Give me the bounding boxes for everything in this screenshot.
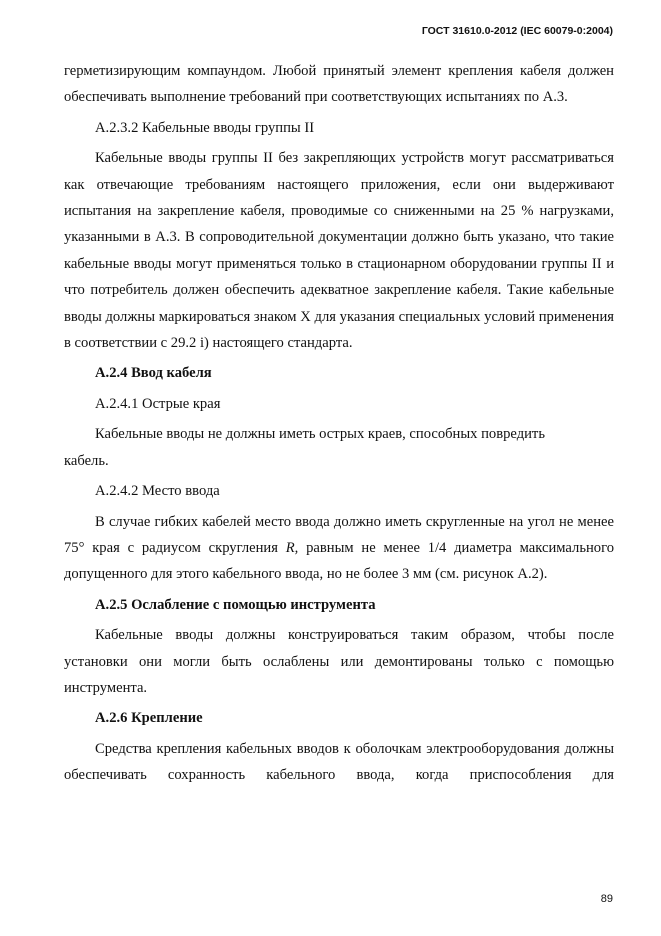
- radius-symbol: R,: [285, 539, 299, 556]
- entry-point-text-b: равным не менее 1/4 диаметра максимального допущенного для этого кабельного ввода, но не более 3 мм (см. рисунок А.2).: [64, 539, 615, 583]
- subsection-title-a242: А.2.4.2 Место ввода: [95, 483, 220, 500]
- section-heading-a25: А.2.5 Ослабление с помощью инструмента: [95, 596, 376, 613]
- paragraph-sharp-edges-line2: кабель.: [64, 452, 109, 469]
- page-number: 89: [600, 893, 613, 905]
- paragraph-entry-point: [64, 509, 614, 588]
- paragraph-continuation: герметизирующим компаундом. Любой принятый элемент крепления кабеля должен обеспечивать выполнение требований при соответствующих испытаниях по А.3.: [64, 63, 614, 106]
- section-heading-a26: А.2.6 Крепление: [95, 710, 203, 727]
- document-header: ГОСТ 31610.0-2012 (IEC 60079-0:2004): [421, 25, 613, 37]
- paragraph-fastening: Средства крепления кабельных вводов к оболочкам электрооборудования должны обеспечивать сохранность кабельного ввода, когда приспособления для: [64, 740, 614, 784]
- paragraph-group-ii-glands: Кабельные вводы группы II без закрепляющих устройств могут рассматриваться как отвечающие требованиям настоящего приложения, если они выдерживают испытания на закрепление кабеля, проводимые со сниженными на 25 % нагрузками, указанными в А.3. В сопроводительной документации должно быть указано, что такие кабельные вводы могут применяться только в стационарном оборудовании группы II и что потребитель должен обеспечить адекватное закрепление кабеля. Такие кабельные вводы должны маркироваться знаком X для указания специальных условий применения в соответствии с 29.2 i) настоящего стандарта.: [64, 150, 614, 352]
- paragraph-sharp-edges-line1: Кабельные вводы не должны иметь острых краев, способных повредить: [95, 426, 545, 443]
- section-heading-a24: А.2.4 Ввод кабеля: [95, 365, 212, 382]
- paragraph-tool-release: Кабельные вводы должны конструироваться таким образом, чтобы после установки они могли быть ослаблены или демонтированы только с помощью инструмента.: [64, 627, 614, 696]
- subsection-title-a241: А.2.4.1 Острые края: [95, 395, 221, 412]
- entry-point-text-a: В случае гибких кабелей место ввода должно иметь скругленные на угол не менее 75° края с радиусом скругления: [64, 513, 614, 556]
- page-content: [64, 58, 614, 793]
- subsection-title-a232: А.2.3.2 Кабельные вводы группы II: [95, 119, 315, 136]
